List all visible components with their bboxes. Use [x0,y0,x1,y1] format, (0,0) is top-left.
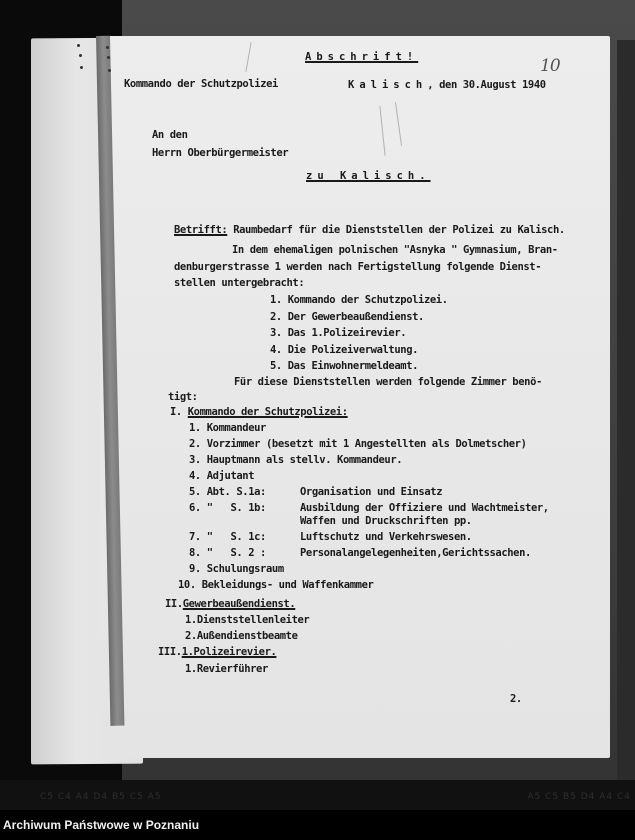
item-text: Kommandeur [206,422,266,434]
room-item [178,579,373,591]
unit-item: 1. Kommando der Schutzpolizei. [270,294,448,306]
room-item: 2.Außendienstbeamte [185,630,298,642]
item-number: 3. [189,454,201,466]
room-item: 1.Revierführer [185,663,268,675]
item-text: Schulungsraum [206,563,284,575]
pencil-mark [245,42,251,72]
archive-caption: Archiwum Państwowe w Poznaniu [3,818,200,832]
section-3-heading [158,646,276,658]
section-numeral: II. [165,598,183,610]
rooms-intro-line: Für diese Dienststellen werden folgende Zimmer benö- [234,376,542,388]
room-item-desc: Personalangelegenheiten,Gerichtssachen. [300,547,531,559]
unit-item: 2. Der Gewerbeaußendienst. [270,311,424,323]
item-text: Bekleidungs- und Waffenkammer [201,579,374,591]
section-numeral: I. [170,406,182,418]
room-item [189,422,266,434]
room-item [189,547,266,559]
item-number: 7. [189,531,201,543]
item-code: Abt. S.1a: [206,486,266,498]
intro-line: In dem ehemaligen polnischen "Asnyka " Gymnasium, Bran- [232,244,558,256]
room-item [189,454,402,466]
intro-line: stellen untergebracht: [174,277,305,289]
unit-item: 5. Das Einwohnermeldeamt. [270,360,419,372]
subject-text: Raumbedarf für die Dienststellen der Polizei zu Kalisch. [227,224,565,236]
section-2-heading [165,598,295,610]
room-item-desc: Luftschutz und Verkehrswesen. [300,531,472,543]
film-code-left: C5 C4 A4 D4 B5 C5 A5 [40,792,162,802]
document-heading: Abschrift! [305,51,419,63]
section-title: 1.Polizeirevier. [181,646,277,658]
subject-label: Betrifft: [174,224,228,236]
unit-item: 4. Die Polizeiverwaltung. [270,344,419,356]
room-item: 1.Dienststellenleiter [185,614,310,626]
recipient-line-2: Herrn Oberbürgermeister [152,147,289,159]
recipient-line-1: An den [152,129,188,141]
film-code-right: A5 C5 B5 D4 A4 C4 [527,792,631,802]
room-item-desc: Waffen und Druckschriften pp. [300,515,472,527]
item-number: 2. [189,438,201,450]
place: Kalisch [348,79,428,91]
pencil-mark [395,102,402,146]
rooms-intro-line: tigt: [168,391,198,403]
section-numeral: III. [158,646,182,658]
place-date [348,79,546,91]
room-item [189,470,254,482]
room-item [189,531,266,543]
item-text: Hauptmann als stellv. Kommandeur. [206,454,403,466]
item-code: " S. 2 : [206,547,266,559]
item-text: Vorzimmer (besetzt mit 1 Angestellten als Dolmetscher) [206,438,527,450]
item-code: " S. 1c: [206,531,266,543]
binding-hole [80,66,83,69]
item-code: " S. 1b: [206,502,266,514]
room-item-desc: Organisation und Einsatz [300,486,443,498]
item-number: 10. [178,579,196,591]
room-item-desc: Ausbildung der Offiziere und Wachtmeister, [300,502,549,514]
room-item [189,502,266,514]
recipient-line-3: zu Kalisch. [306,170,431,182]
room-item [189,438,527,450]
folio-number: 10 [540,56,560,76]
item-text: Adjutant [206,470,255,482]
date: , den 30.August 1940 [427,79,546,91]
room-item [189,486,266,498]
intro-line: denburgerstrasse 1 werden nach Fertigstellung folgende Dienst- [174,261,542,273]
item-number: 9. [189,563,201,575]
subject [174,224,565,236]
item-number: 5. [189,486,201,498]
item-number: 4. [189,470,201,482]
section-title: Gewerbeaußendienst. [182,598,296,610]
sender: Kommando der Schutzpolizei [124,78,278,90]
binding-hole [77,44,80,47]
pencil-mark [379,106,385,156]
page-continuation: 2. [510,693,522,705]
board-edge [617,40,635,780]
unit-item: 3. Das 1.Polizeirevier. [270,327,407,339]
section-title: Kommando der Schutzpolizei: [187,406,348,418]
item-number: 6. [189,502,201,514]
item-number: 8. [189,547,201,559]
section-1-heading [170,406,348,418]
room-item [189,563,284,575]
typed-letter [100,36,610,758]
binding-hole [79,54,82,57]
item-number: 1. [189,422,201,434]
